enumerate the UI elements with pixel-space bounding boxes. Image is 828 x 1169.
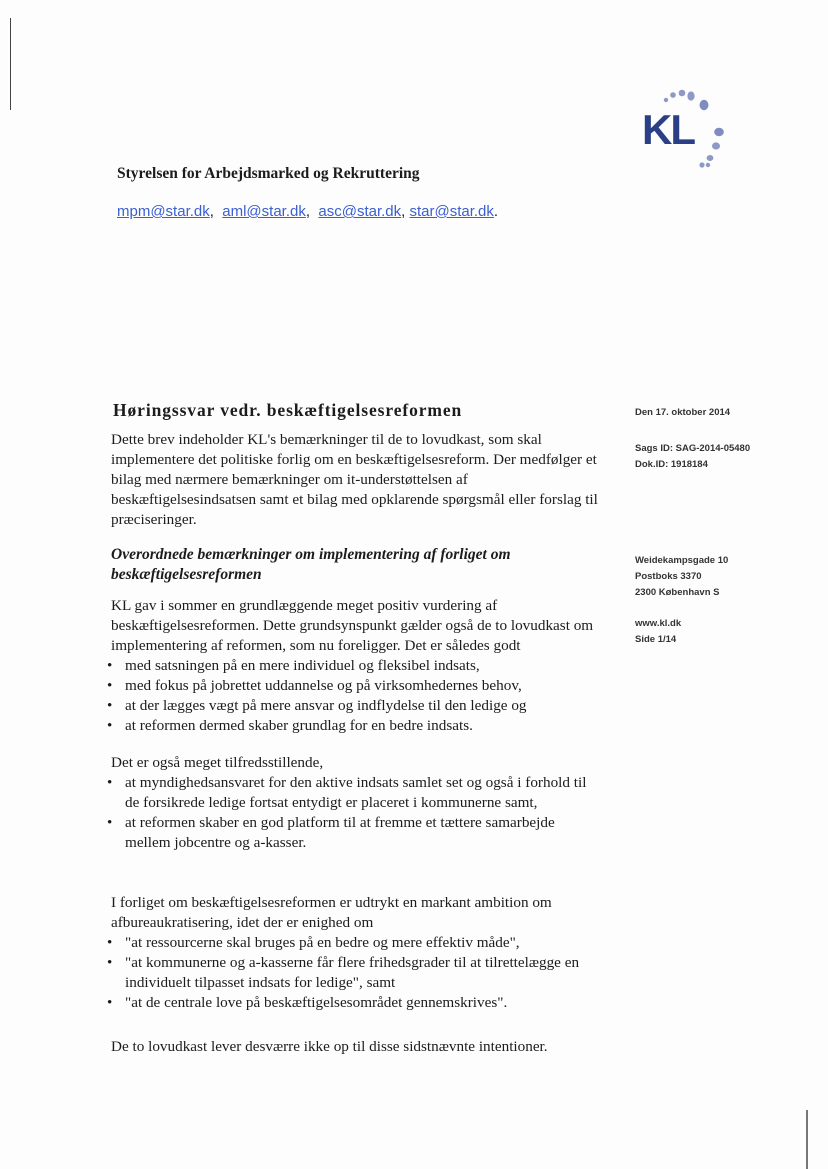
side-web bbox=[635, 616, 681, 648]
page-number: Side 1/14 bbox=[635, 634, 677, 645]
closing-text: De to lovudkast lever desværre ikke op til disse sidstnævnte intentioner. bbox=[111, 1038, 548, 1055]
section3-lead: I forliget om beskæftigelsesreformen er udtrykt en markant ambition om afbureaukratisering, idet der er enighed om bbox=[111, 894, 552, 931]
intro-text: Dette brev indeholder KL's bemærkninger til de to lovudkast, som skal implementere det politiske forlig om en beskæftigelsesreform. Der medfølger et bilag med nærmere bemærkninger om it-understøttelsen af beskæftigelsesindsatsen samt et bilag med opklarende spørgsmål eller forslag til præciseringer. bbox=[111, 431, 598, 528]
recipient-name: Styrelsen for Arbejdsmarked og Rekruttering bbox=[117, 165, 420, 182]
list-item: • "at de centrale love på beskæftigelsesområdet gennemskrives". bbox=[111, 993, 601, 1013]
email-link-aml[interactable]: aml@star.dk bbox=[222, 203, 306, 220]
email-link-asc[interactable]: asc@star.dk bbox=[318, 203, 402, 220]
section1-bullets bbox=[111, 656, 601, 736]
side-case-info bbox=[635, 441, 750, 473]
side-date: Den 17. oktober 2014 bbox=[635, 407, 731, 418]
email-list: mpm@star.dk, aml@star.dk, asc@star.dk, star@star.dk. bbox=[117, 203, 499, 220]
scan-edge-left bbox=[10, 18, 11, 110]
list-item: • at reformen dermed skaber grundlag for en bedre indsats. bbox=[111, 716, 601, 736]
intro-paragraph bbox=[111, 430, 601, 530]
section2-lead: Det er også meget tilfredsstillende, bbox=[111, 754, 324, 771]
kl-logo bbox=[640, 86, 730, 172]
scan-edge-right bbox=[806, 1110, 808, 1169]
section1 bbox=[111, 596, 601, 736]
list-item: • at der lægges vægt på mere ansvar og indflydelse til den ledige og bbox=[111, 696, 601, 716]
section2 bbox=[111, 753, 601, 853]
list-item: • at reformen skaber en god platform til at fremme et tættere samarbejde mellem jobcentre og a-kasser. bbox=[111, 813, 601, 853]
section-heading: Overordnede bemærkninger om implementering af forliget om beskæftigelsesreformen bbox=[111, 546, 511, 583]
document-title: Høringssvar vedr. beskæftigelsesreformen bbox=[113, 400, 463, 420]
address-street: Weidekampsgade 10 bbox=[635, 555, 729, 566]
list-item: • med satsningen på en mere individuel og fleksibel indsats, bbox=[111, 656, 601, 676]
website[interactable]: www.kl.dk bbox=[635, 618, 682, 629]
dok-id: Dok.ID: 1918184 bbox=[635, 459, 708, 470]
list-item: • at myndighedsansvaret for den aktive indsats samlet set og også i forhold til de forsikrede ledige fortsat entydigt er placeret i kommunerne samt, bbox=[111, 773, 601, 813]
closing-paragraph bbox=[111, 1037, 601, 1057]
side-address bbox=[635, 553, 728, 601]
email-link-mpm[interactable]: mpm@star.dk bbox=[117, 203, 210, 220]
logo-wordmark: KL bbox=[642, 106, 694, 153]
list-item: • "at ressourcerne skal bruges på en bedre og mere effektiv måde", bbox=[111, 933, 601, 953]
list-item: • "at kommunerne og a-kasserne får flere frihedsgrader til at tilrettelægge en individuelt tilpasset indsats for ledige", samt bbox=[111, 953, 601, 993]
email-link-star[interactable]: star@star.dk bbox=[409, 203, 494, 220]
address-city: 2300 København S bbox=[635, 587, 720, 598]
address-postbox: Postboks 3370 bbox=[635, 571, 702, 582]
section3 bbox=[111, 893, 601, 1013]
section2-bullets bbox=[111, 773, 601, 853]
list-item: • med fokus på jobrettet uddannelse og på virksomhedernes behov, bbox=[111, 676, 601, 696]
section3-bullets bbox=[111, 933, 601, 1013]
sags-id: Sags ID: SAG-2014-05480 bbox=[635, 443, 751, 454]
section1-lead: KL gav i sommer en grundlæggende meget positiv vurdering af beskæftigelsesreformen. Dette grundsynspunkt gælder også de to lovudkast om implementering af reformen, som nu foreligger. Det er således godt bbox=[111, 597, 594, 654]
